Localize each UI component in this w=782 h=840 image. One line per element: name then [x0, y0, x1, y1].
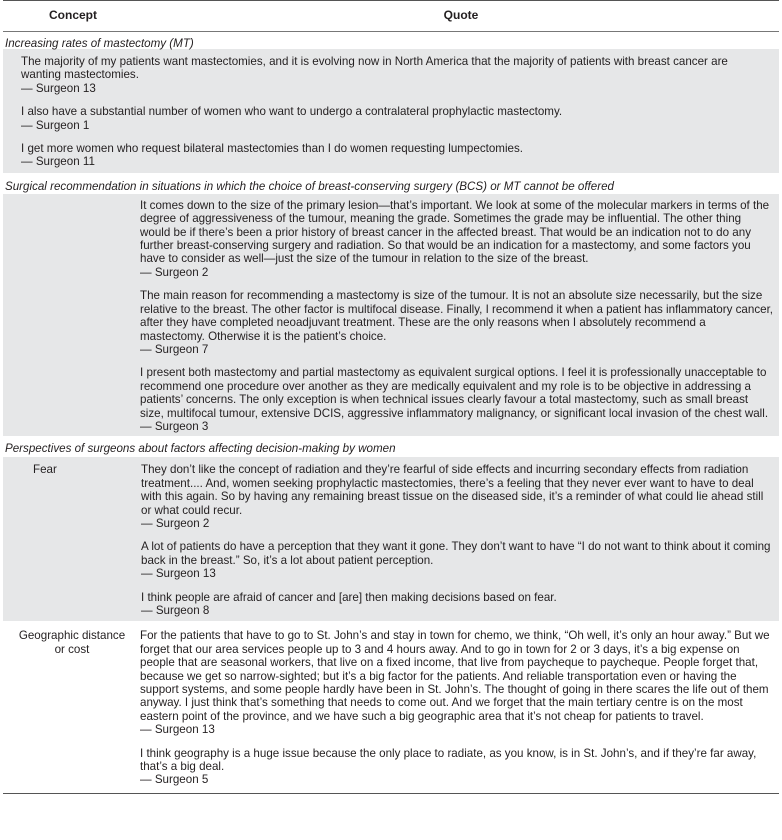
concept-column-header: Concept [49, 8, 97, 23]
quote-text: The main reason for recommending a mastectomy is size of the tumour. It is not an absolute size necessarily, but the size relative to the breast. The other factor is multifocal disease. Finally, I recommend it when a patient has inflammatory cancer, after they have completed neoadjuvant treatment. These are the only reasons when I absolutely recommend a mastectomy. Otherwise it is the patient’s choice. [140, 289, 774, 343]
quote [21, 142, 771, 169]
quote [21, 105, 771, 132]
quote-attribution: — Surgeon 13 [141, 567, 216, 581]
quote-text: I think geography is a huge issue because the only place to radiate, as you know, is in St. John’s, and if they’re far away, that’s a big deal. [140, 746, 757, 774]
quote-attribution: — Surgeon 2 [140, 265, 209, 279]
quote-attribution: — Surgeon 1 [21, 118, 90, 132]
section-title: Perspectives of surgeons about factors affecting decision-making by women [5, 442, 396, 456]
quote-attribution: — Surgeon 8 [141, 604, 210, 617]
section-title: Increasing rates of mastectomy (MT) [5, 37, 194, 50]
quote-attribution: — Surgeon 2 [141, 516, 210, 530]
quote-attribution: — Surgeon 7 [140, 342, 209, 356]
quote-text: The majority of my patients want mastectomies, and it is evolving now in North America that the majority of patients with breast cancer are wanting mastectomies. [21, 55, 728, 82]
concept-label: Fear [33, 463, 57, 477]
quote-text: I get more women who request bilateral mastectomies than I do women requesting lumpectomies. [21, 142, 523, 156]
quote [141, 540, 773, 580]
quote-text: I also have a substantial number of women who want to undergo a contralateral prophylactic mastectomy. [21, 105, 563, 119]
quote [21, 55, 771, 95]
quote [141, 463, 773, 530]
quote [140, 629, 773, 736]
quote-text: I think people are afraid of cancer and [are] then making decisions based on fear. [141, 590, 557, 604]
quote-text: A lot of patients do have a perception that they want it gone. They don’t want to have “I do not want to think about it coming back in the breast.” So, it’s a lot about patient perception. [141, 540, 771, 567]
concept-row-fear [3, 457, 779, 621]
quote [140, 747, 773, 787]
quote-attribution: — Surgeon 11 [21, 155, 95, 169]
quote-text: I present both mastectomy and partial mastectomy as equivalent surgical options. I feel it is professionally unacceptable to recommend one procedure over another as they are medically equivalent and my role is to be objective in addressing a patients’ concerns. The only exception is when technical issues clearly favour a total mastectomy, such as small breast size, multifocal tumour, extensive DCIS, aggressive inflammatory malignancy, or significant local invasion of the chest wall. [140, 366, 769, 420]
quote-attribution: — Surgeon 13 [140, 723, 215, 737]
quote [140, 199, 773, 279]
quote-attribution: — Surgeon 3 [140, 419, 209, 433]
concept-quotes [141, 463, 779, 617]
quote-text: For the patients that have to go to St. John’s and stay in town for chemo, we think, “Oh well, it’s only an hour away.” But we forget that our area services people up to 3 and 4 hours away. And to go in town for 2 or 3 days, it’s a big expense on people that are seasonal workers, that live on a fixed income, that live from paycheque to paycheque. People forget that, because we get so narrow-sighted; but it’s a big factor for the patients. And reliable transportation even or having the support systems, and some people hardly have been in St. John’s. The thought of going in there scares the life out of them anyway. I just think that’s something that needs to come out. And we forget that the main tertiary centre is on the most eastern point of the province, and we have such a big geographic area that it’s not cheap for patients to travel. [140, 629, 770, 723]
concept-label: Geographic distance or cost [18, 629, 126, 656]
quote [140, 366, 773, 433]
quote-attribution: — Surgeon 13 [21, 81, 96, 95]
section-body [3, 194, 779, 437]
quote [141, 591, 773, 618]
concept-quotes [131, 629, 779, 786]
quote-text: It comes down to the size of the primary lesion—that’s important. We look at some of the molecular markers in terms of the degree of aggressiveness of the tumour, meaning the grade. Sometimes the grade may be influential. The other thing would be if there’s been a prior history of breast cancer in the affected breast. That would be an indication not to do any further breast-conserving surgery and radiation. So that would be an indication for a mastectomy, and some factors you have to consider as well—just the size of the tumour in relation to the size of the breast. [140, 198, 770, 266]
section-title: Surgical recommendation in situations in which the choice of breast-conserving surgery (BCS) or MT cannot be offered [5, 179, 614, 193]
quotes-table [3, 0, 779, 794]
quote-text: They don’t like the concept of radiation and they’re fearful of side effects and incurring secondary effects from radiation treatment.... And, women seeking prophylactic mastectomies, there’s a feeling that they never ever want to have to deal with this again. So by having any remaining breast tissue on the diseased side, it’s a reminder of what could lie ahead still or what could recur. [141, 463, 764, 517]
quote-attribution: — Surgeon 5 [140, 773, 209, 787]
quote-column-header: Quote [443, 8, 479, 23]
concept-row-geography [3, 621, 779, 793]
table-header [3, 0, 779, 32]
section-body [3, 49, 779, 173]
quote [140, 289, 773, 356]
